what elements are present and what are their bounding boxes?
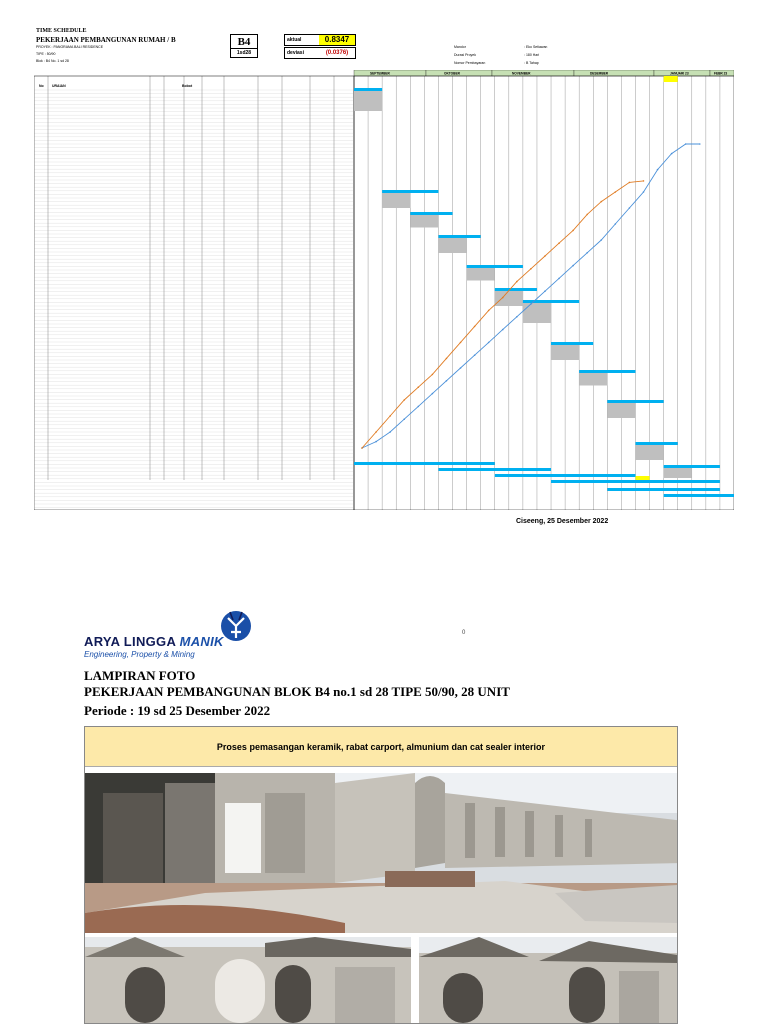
company-name-main: ARYA LINGGA [84,634,176,649]
task-bar [523,300,579,303]
curve-point [389,415,391,417]
construction-photo-main [85,773,677,933]
block-range: 1sd28 [236,50,252,56]
curve-point [643,180,645,182]
curve-point [474,354,476,356]
task-bar [382,190,438,193]
aktual-value: 0.8347 [319,35,355,45]
curve-point [375,441,377,443]
progress-block [551,345,579,360]
summary-bar [438,468,551,471]
task-bar [438,235,480,238]
time-schedule-page [34,28,734,528]
curve-point [572,265,574,267]
current-week-cell [635,476,649,480]
page-marker: 0 [462,630,466,636]
lampiran-title: LAMPIRAN FOTO [84,668,196,683]
progress-block [410,215,438,228]
signature-date: Ciseeng, 25 Desember 2022 [516,518,609,525]
curve-point [600,239,602,241]
schedule-title: TIME SCHEDULE [36,28,87,34]
task-bar [467,265,523,268]
curve-point [643,191,645,193]
curve-point [488,310,490,312]
curve-point [685,143,687,145]
month-okt: OKTOBER [444,71,460,76]
schedule-sheet [34,70,734,510]
curve-point [403,418,405,420]
proyek-label: PROYEK : PANORAMA BALI RESIDENCE [36,45,104,49]
curve-point [671,153,673,155]
progress-block [635,445,663,460]
curve-point [586,252,588,254]
durasi-label: Durasi Proyek [454,53,476,57]
task-bar [410,212,452,215]
curve-point [432,393,434,395]
progress-block [607,403,635,418]
nomor-value: : B Tahap [524,61,539,65]
nomor-label: Nomor Pembayaran [454,61,486,65]
deviasi-label: deviasi [287,50,304,56]
uraian-header: URAIAN [52,84,66,88]
construction-photo-right [419,937,677,1023]
curve-point [615,191,617,193]
curve-point [488,342,490,344]
construction-photo-left [85,937,411,1023]
blok-label: Blok : B4 No. 1 sd 28 [36,59,69,63]
curve-point [502,329,504,331]
task-bar [354,88,382,91]
progress-block [523,303,551,323]
curve-point [375,431,377,433]
no-header: No [39,84,44,88]
summary-bar [664,494,734,497]
progress-block [354,91,382,111]
aktual-label: aktual [287,37,302,43]
company-name-accent: MANIK [179,634,224,649]
month-band [574,70,654,76]
photo-frame [84,726,678,1024]
curve-point [417,406,419,408]
curve-point [657,169,659,171]
curve-point [417,386,419,388]
curve-point [586,214,588,216]
month-nov: NOVEMBER [512,71,531,76]
month-feb: FEBR 23 [714,71,728,76]
tipe-label: TIPE : 50/90 [36,52,56,56]
task-bar [635,442,677,445]
progress-block [664,468,692,478]
curve-point [446,380,448,382]
curve-point [432,374,434,376]
task-bar [664,465,720,468]
month-band [354,70,426,76]
month-band [492,70,574,76]
curve-point [629,207,631,209]
company-tagline: Engineering, Property & Mining [84,650,195,659]
curve-point [516,316,518,318]
curve-point [600,201,602,203]
photo-attachment-page [84,600,684,1024]
curve-point [544,255,546,257]
progress-block [467,268,495,281]
company-logo [84,608,274,658]
summary-bar [495,474,636,477]
curve-point [629,182,631,184]
curve-point [446,358,448,360]
month-sep: SEPTEMBER [370,71,390,76]
task-bar [551,342,593,345]
lampiran-period: Periode : 19 sd 25 Desember 2022 [84,703,271,718]
deviasi-metric [284,47,356,59]
block-code-box [230,34,258,58]
progress-block [438,238,466,253]
task-bar [607,400,663,403]
curve-point [403,399,405,401]
curve-point [699,143,701,145]
curve-point [460,367,462,369]
curve-point [460,342,462,344]
company-name [84,634,224,649]
curve-point [615,223,617,225]
curve-point [516,281,518,283]
deviasi-value: (0.0376) [325,50,349,56]
current-week-highlight [664,76,678,82]
curve-point [530,303,532,305]
summary-bar [354,462,495,465]
durasi-value: : 180 Hari [524,53,540,57]
schedule-grid [34,70,734,510]
curve-point [572,230,574,232]
curve-point [389,431,391,433]
mandor-value: : Eko Setiawan [524,45,548,49]
summary-bar [607,488,720,491]
bobot-header: Bobot [182,84,193,88]
schedule-subtitle: PEKERJAAN PEMBANGUNAN RUMAH / B [36,36,176,44]
progress-block [579,373,607,386]
lampiran-project: PEKERJAAN PEMBANGUNAN BLOK B4 no.1 sd 28 TIPE 50/90, 28 UNIT [84,684,510,699]
mandor-label: Mandor [454,45,466,49]
task-bar [495,288,537,291]
progress-block [382,193,410,208]
month-jan: JANUARI 23 [670,71,689,76]
block-code: B4 [231,35,257,49]
aktual-metric [284,34,356,46]
task-bar [579,370,635,373]
curve-point [558,278,560,280]
curve-point [530,268,532,270]
curve-point [502,297,504,299]
curve-point [544,290,546,292]
summary-bar [551,480,720,483]
curve-point [558,242,560,244]
task-table-border [34,76,354,510]
actual-s-curve [362,181,644,448]
month-des: DESEMBER [590,71,609,76]
photo-caption: Proses pemasangan keramik, rabat carport, almunium dan cat sealer interior [85,727,677,767]
progress-block [495,291,523,306]
curve-point [361,447,363,449]
curve-point [474,326,476,328]
